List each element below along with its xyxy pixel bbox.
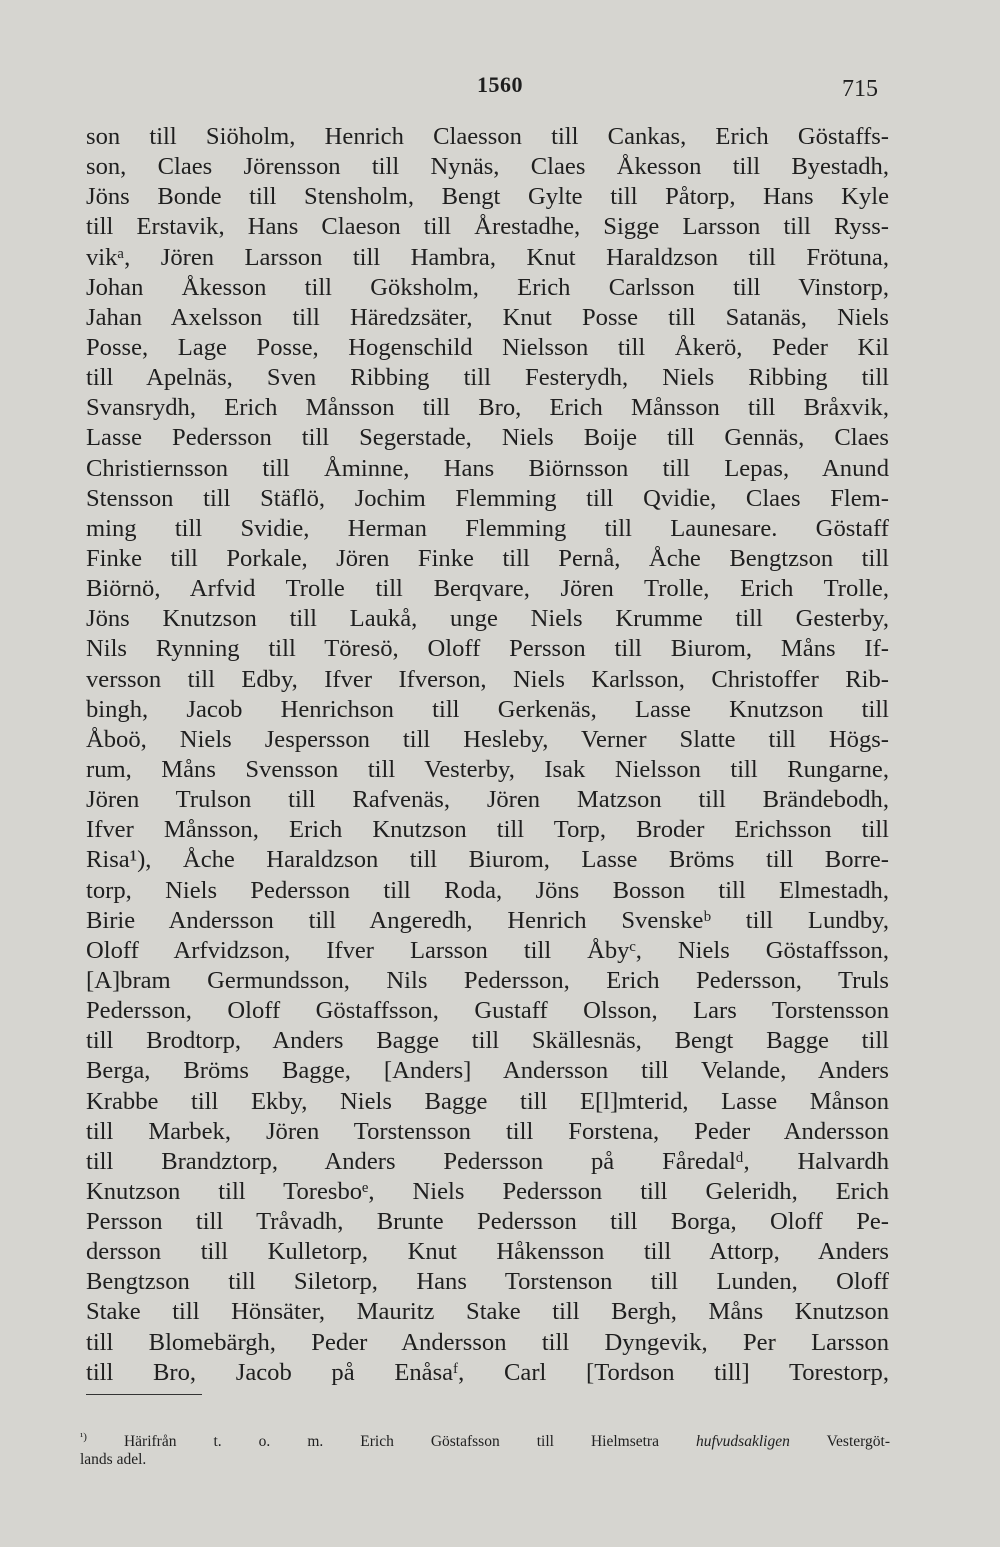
text-line: Jöns Knutzson till Laukå, unge Niels Krumme till Gesterby, bbox=[86, 605, 889, 633]
text-line: Svansrydh, Erich Månsson till Bro, Erich Månsson till Bråxvik, bbox=[86, 394, 889, 422]
text-line: Biörnö, Arfvid Trolle till Berqvare, Jören Trolle, Erich Trolle, bbox=[86, 575, 889, 603]
text-line: rum, Måns Svensson till Vesterby, Isak Nielsson till Rungarne, bbox=[86, 755, 889, 783]
text-line: son till Siöholm, Henrich Claesson till Cankas, Erich Göstaffs- bbox=[86, 123, 889, 150]
text-line: Pedersson, Oloff Göstaffsson, Gustaff Olsson, Lars Torstensson bbox=[86, 997, 889, 1025]
text-line: Birie Andersson till Angeredh, Henrich Svenskeᵇ till Lundby, bbox=[86, 906, 889, 934]
text-line: till Apelnäs, Sven Ribbing till Festerydh, Niels Ribbing till bbox=[86, 364, 889, 392]
page-header bbox=[0, 72, 1000, 108]
text-line: Knutzson till Toresboᵉ, Niels Pedersson till Geleridh, Erich bbox=[86, 1177, 889, 1205]
text-line: Jöns Bonde till Stensholm, Bengt Gylte till Påtorp, Hans Kyle bbox=[86, 183, 889, 211]
text-line: son, Claes Jörensson till Nynäs, Claes Åkesson till Byestadh, bbox=[86, 153, 889, 181]
text-line: Stake till Hönsäter, Mauritz Stake till Bergh, Måns Knutzson bbox=[86, 1298, 889, 1326]
text-line: Finke till Porkale, Jören Finke till Pernå, Åche Bengtzson till bbox=[86, 544, 889, 572]
footnote-italic: hufvudsakligen bbox=[695, 1433, 790, 1451]
text-line: Jahan Axelsson till Häredzsäter, Knut Posse till Satanäs, Niels bbox=[86, 303, 889, 331]
text-line: Krabbe till Ekby, Niels Bagge till E[l]mterid, Lasse Månson bbox=[86, 1087, 889, 1115]
text-line: till Blomebärgh, Peder Andersson till Dyngevik, Per Larsson bbox=[86, 1328, 889, 1356]
footnote-text-a: Härifrån t. o. m. Erich Göstafsson till Hielmsetra bbox=[123, 1433, 659, 1451]
text-line: Christiernsson till Åminne, Hans Biörnsson till Lepas, Anund bbox=[86, 454, 889, 482]
text-line: Johan Åkesson till Göksholm, Erich Carlsson till Vinstorp, bbox=[86, 273, 889, 301]
text-line: Stensson till Stäflö, Jochim Flemming till Qvidie, Claes Flem- bbox=[86, 484, 889, 512]
text-line: torp, Niels Pedersson till Roda, Jöns Bosson till Elmestadh, bbox=[86, 876, 889, 904]
text-line: dersson till Kulletorp, Knut Håkensson till Attorp, Anders bbox=[86, 1238, 889, 1266]
footnote-text-b: Vestergöt- bbox=[826, 1433, 890, 1451]
text-line: Risa¹), Åche Haraldzson till Biurom, Lasse Bröms till Borre- bbox=[86, 846, 889, 874]
footnote-marker: ¹) bbox=[80, 1431, 87, 1443]
text-line: Åboö, Niels Jespersson till Hesleby, Verner Slatte till Högs- bbox=[86, 725, 889, 753]
text-line: Ifver Månsson, Erich Knutzson till Torp, Broder Erichsson till bbox=[86, 816, 889, 844]
text-line: Jören Trulson till Rafvenäs, Jören Matzson till Brändebodh, bbox=[86, 786, 889, 814]
page-number: 715 bbox=[842, 76, 878, 102]
text-line: Oloff Arfvidzson, Ifver Larsson till Åbyᶜ, Niels Göstaffsson, bbox=[86, 936, 889, 964]
text-line: till Brodtorp, Anders Bagge till Skällesnäs, Bengt Bagge till bbox=[86, 1027, 889, 1055]
footnote-line-2: lands adel. bbox=[80, 1451, 147, 1469]
text-line: bingh, Jacob Henrichson till Gerkenäs, Lasse Knutzson till bbox=[86, 695, 889, 723]
text-line: [A]bram Germundsson, Nils Pedersson, Erich Pedersson, Truls bbox=[86, 966, 889, 994]
text-line: Berga, Bröms Bagge, [Anders] Andersson till Velande, Anders bbox=[86, 1057, 889, 1085]
text-line: Lasse Pedersson till Segerstade, Niels Boije till Gennäs, Claes bbox=[86, 424, 889, 452]
text-line: till Marbek, Jören Torstensson till Forstena, Peder Andersson bbox=[86, 1117, 889, 1145]
text-line: till Brandztorp, Anders Pedersson på Fåredalᵈ, Halvardh bbox=[86, 1147, 889, 1175]
text-line: till Bro, Jacob på Enåsaᶠ, Carl [Tordson till] Torestorp, bbox=[86, 1358, 889, 1386]
footnote-line bbox=[80, 1428, 890, 1451]
text-line: Nils Rynning till Töresö, Oloff Persson till Biurom, Måns If- bbox=[86, 635, 889, 663]
footnote-rule bbox=[86, 1394, 202, 1395]
body-text bbox=[86, 122, 889, 1388]
text-line: versson till Edby, Ifver Ifverson, Niels Karlsson, Christoffer Rib- bbox=[86, 665, 889, 693]
text-line: ming till Svidie, Herman Flemming till Launesare. Göstaff bbox=[86, 514, 889, 542]
text-line: till Erstavik, Hans Claeson till Årestadhe, Sigge Larsson till Ryss- bbox=[86, 213, 889, 241]
text-line: Posse, Lage Posse, Hogenschild Nielsson till Åkerö, Peder Kil bbox=[86, 333, 889, 361]
text-line: Persson till Tråvadh, Brunte Pedersson till Borga, Oloff Pe- bbox=[86, 1208, 889, 1236]
running-head-year: 1560 bbox=[477, 72, 523, 97]
text-line: vikᵃ, Jören Larsson till Hambra, Knut Haraldzson till Frötuna, bbox=[86, 243, 889, 271]
footnote bbox=[80, 1428, 890, 1469]
text-line: Bengtzson till Siletorp, Hans Torstenson till Lunden, Oloff bbox=[86, 1268, 889, 1296]
